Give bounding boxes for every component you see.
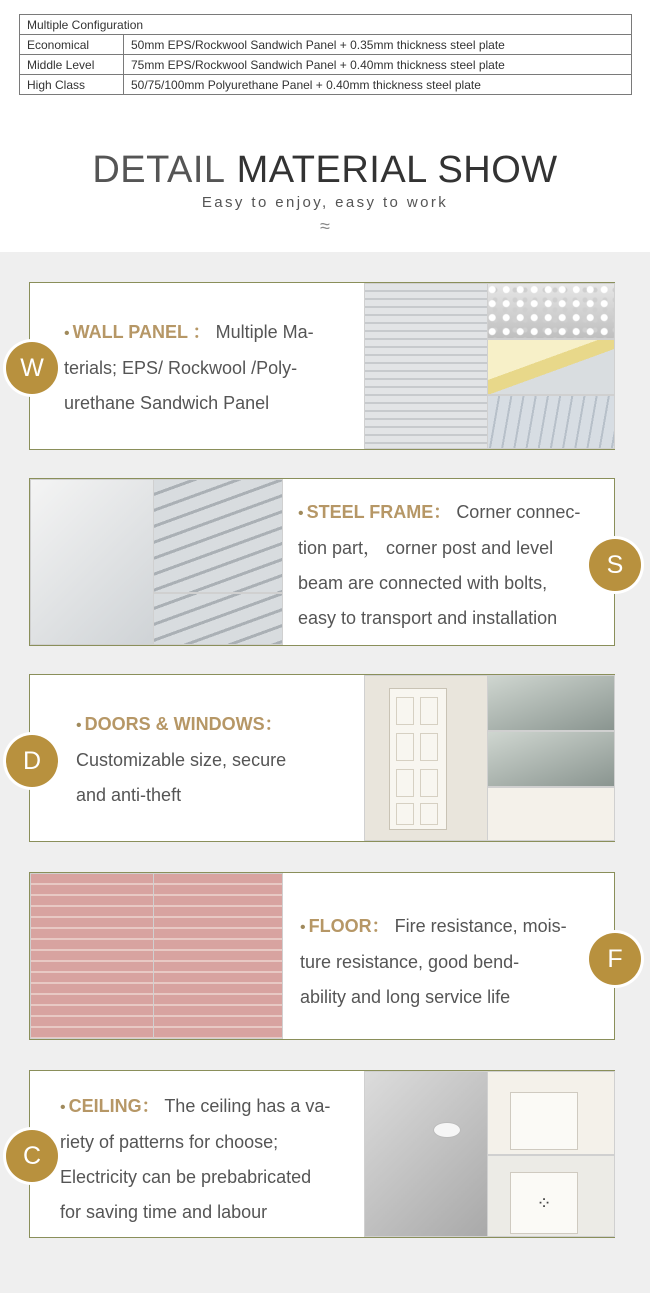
title-bold: MATERIAL SHOW: [236, 149, 558, 191]
card-line: beam are connected with bolts,: [298, 573, 548, 593]
spec-cell: 75mm EPS/Rockwool Sandwich Panel + 0.40mm thickness steel plate: [124, 55, 632, 75]
card-keyword: CEILING：: [68, 1096, 160, 1116]
sandwich-panel-stack-photo: [364, 283, 488, 449]
card-line: easy to transport and installation: [298, 608, 558, 628]
card-text: [76, 707, 376, 813]
card-line: urethane Sandwich Panel: [64, 393, 270, 413]
steel-beam-photo: [153, 479, 283, 593]
card-line: terials; EPS/ Rockwool /Poly-: [64, 358, 298, 378]
card-floor: [29, 872, 615, 1040]
card-line: Fire resistance, mois-: [394, 916, 567, 936]
card-line: for saving time and labour: [60, 1202, 268, 1222]
steel-profile-photo: [153, 593, 283, 645]
socket-icon: ⁘: [510, 1172, 578, 1234]
table-row: [20, 35, 632, 55]
ceiling-photo: [364, 1071, 488, 1237]
card-steel-frame: [29, 478, 615, 646]
badge-d: D: [6, 735, 58, 787]
polyurethane-panel-photo: [487, 339, 615, 395]
card-line: ture resistance, good bend-: [300, 952, 520, 972]
floor-board-stack-photo: [30, 873, 154, 1039]
table-row: [20, 75, 632, 95]
card-keyword: WALL PANEL ：: [72, 322, 211, 342]
card-line: Customizable size, secure: [76, 750, 287, 770]
card-text: [300, 909, 600, 1015]
title-light: DETAIL: [92, 149, 226, 191]
card-line: Electricity can be prebabricated: [60, 1167, 312, 1187]
card-line: Multiple Ma-: [215, 322, 314, 342]
card-line: riety of patterns for choose;: [60, 1132, 279, 1152]
bullet-icon: •: [76, 717, 82, 734]
table-row: [20, 55, 632, 75]
card-ceiling: [29, 1070, 615, 1238]
level-cell: High Class: [20, 75, 124, 95]
bullet-icon: •: [60, 1099, 66, 1116]
spec-cell: 50/75/100mm Polyurethane Panel + 0.40mm thickness steel plate: [124, 75, 632, 95]
card-line: Corner connec-: [456, 502, 581, 522]
rockwool-photo: [487, 283, 615, 339]
card-text: [298, 495, 598, 636]
white-door-photo: [364, 675, 488, 841]
card-text: [64, 315, 374, 421]
bullet-icon: •: [64, 325, 70, 342]
window-grille-photo: [487, 787, 615, 841]
card-line: tion part， corner post and level: [298, 538, 554, 558]
card-line: ability and long service life: [300, 987, 511, 1007]
badge-w: W: [6, 342, 58, 394]
card-wall-panel: [29, 282, 615, 450]
card-line: and anti-theft: [76, 785, 182, 805]
table-header-row: [20, 15, 632, 35]
door-panel-icon: [389, 688, 447, 830]
badge-s: S: [589, 539, 641, 591]
badge-c: C: [6, 1130, 58, 1182]
steel-sheet-photo: [487, 395, 615, 449]
material-section: [0, 252, 650, 1293]
power-socket-photo: [487, 1155, 615, 1237]
sliding-window-photo: [487, 731, 615, 787]
card-text: [60, 1089, 370, 1230]
switch-icon: [510, 1092, 578, 1150]
level-cell: Economical: [20, 35, 124, 55]
card-keyword: DOORS & WINDOWS：: [84, 714, 283, 734]
light-switch-photo: [487, 1071, 615, 1155]
wave-divider-icon: ≈: [320, 216, 330, 236]
floor-board-pallet-photo: [153, 873, 283, 1039]
bullet-icon: •: [300, 919, 306, 936]
table-header: Multiple Configuration: [20, 15, 632, 35]
spec-cell: 50mm EPS/Rockwool Sandwich Panel + 0.35mm thickness steel plate: [124, 35, 632, 55]
window-frame-photo: [487, 675, 615, 731]
page-subtitle: Easy to enjoy, easy to work: [201, 194, 449, 211]
card-keyword: FLOOR：: [308, 916, 390, 936]
ceiling-lamp-icon: [433, 1122, 461, 1138]
level-cell: Middle Level: [20, 55, 124, 75]
configuration-table: [19, 14, 632, 95]
card-keyword: STEEL FRAME：: [306, 502, 452, 522]
corner-connection-photo: [30, 479, 154, 645]
bullet-icon: •: [298, 505, 304, 522]
badge-f: F: [589, 933, 641, 985]
card-doors-windows: [29, 674, 615, 842]
page-title: [0, 148, 650, 192]
card-line: The ceiling has a va-: [164, 1096, 331, 1116]
section-title-block: [0, 148, 650, 235]
